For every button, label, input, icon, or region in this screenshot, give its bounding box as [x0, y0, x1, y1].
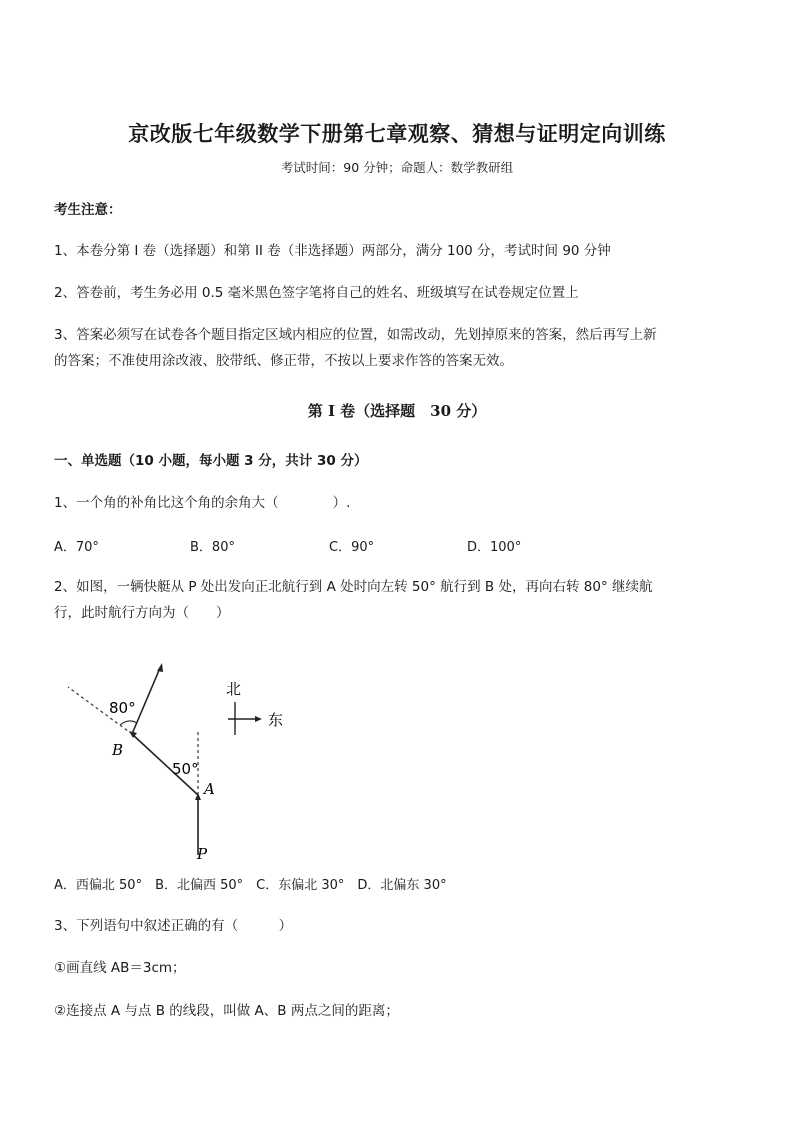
- notice-item-3-cont: 的答案；不准使用涂改液、胶带纸、修正带，不按以上要求作答的答案无效。: [54, 353, 513, 369]
- angle-label-a: 50°: [172, 760, 199, 778]
- q3-statement-2: ②连接点 A 与点 B 的线段，叫做 A、B 两点之间的距离；: [54, 1003, 399, 1019]
- section-title: 第 I 卷（选择题 30 分）: [307, 402, 487, 420]
- q1-option-c[interactable]: C．90°: [329, 540, 375, 555]
- notice-item-2: 2、答卷前，考生务必用 0.5 毫米黑色签字笔将自己的姓名、班级填写在试卷规定位置上: [54, 285, 579, 301]
- compass-east-label: 东: [268, 711, 284, 729]
- arrow-final: [157, 663, 163, 672]
- compass-east-arrow: [255, 716, 262, 722]
- angle-arc-b: [120, 721, 137, 725]
- exam-subtitle: 考试时间：90 分钟；命题人：数学教研组: [280, 160, 514, 175]
- notice-item-1: 1、本卷分第 I 卷（选择题）和第 II 卷（非选择题）两部分，满分 100 分，考试时间 90 分钟: [54, 243, 611, 259]
- notice-item-3: 3、答案必须写在试卷各个题目指定区域内相应的位置，如需改动，先划掉原来的答案，然后再写上新: [54, 327, 657, 343]
- question-2-stem-line2: 行，此时航行方向为（ ）: [54, 605, 230, 621]
- notice-heading: 考生注意：: [54, 202, 122, 218]
- point-a-label: A: [204, 780, 215, 798]
- q3-statement-1: ①画直线 AB＝3cm；: [54, 960, 186, 976]
- compass-north-label: 北: [226, 680, 242, 698]
- question-3-stem: 3、下列语句中叙述正确的有（ ）: [54, 918, 293, 934]
- question-2-stem-line1: 2、如图，一辆快艇从 P 处出发向正北航行到 A 处时向左转 50° 航行到 B 处，再向右转 80° 继续航: [54, 579, 653, 595]
- question-1-stem: 1、一个角的补角比这个角的余角大（ ）.: [54, 495, 351, 511]
- q1-option-b[interactable]: B．80°: [190, 540, 235, 555]
- point-b-label: B: [112, 741, 124, 759]
- angle-label-b: 80°: [109, 699, 136, 717]
- point-p-label: P: [197, 845, 208, 863]
- q1-option-d[interactable]: D．100°: [467, 540, 522, 555]
- part-heading: 一、单选题（10 小题，每小题 3 分，共计 30 分）: [54, 453, 368, 469]
- q2-options[interactable]: A．西偏北 50° B．北偏西 50° C．东偏北 30° D．北偏东 30°: [54, 878, 447, 893]
- exam-title: 京改版七年级数学下册第七章观察、猜想与证明定向训练: [128, 121, 666, 146]
- path-after-b: [132, 668, 160, 734]
- q1-option-a[interactable]: A．70°: [54, 540, 99, 555]
- navigation-diagram: [50, 650, 310, 870]
